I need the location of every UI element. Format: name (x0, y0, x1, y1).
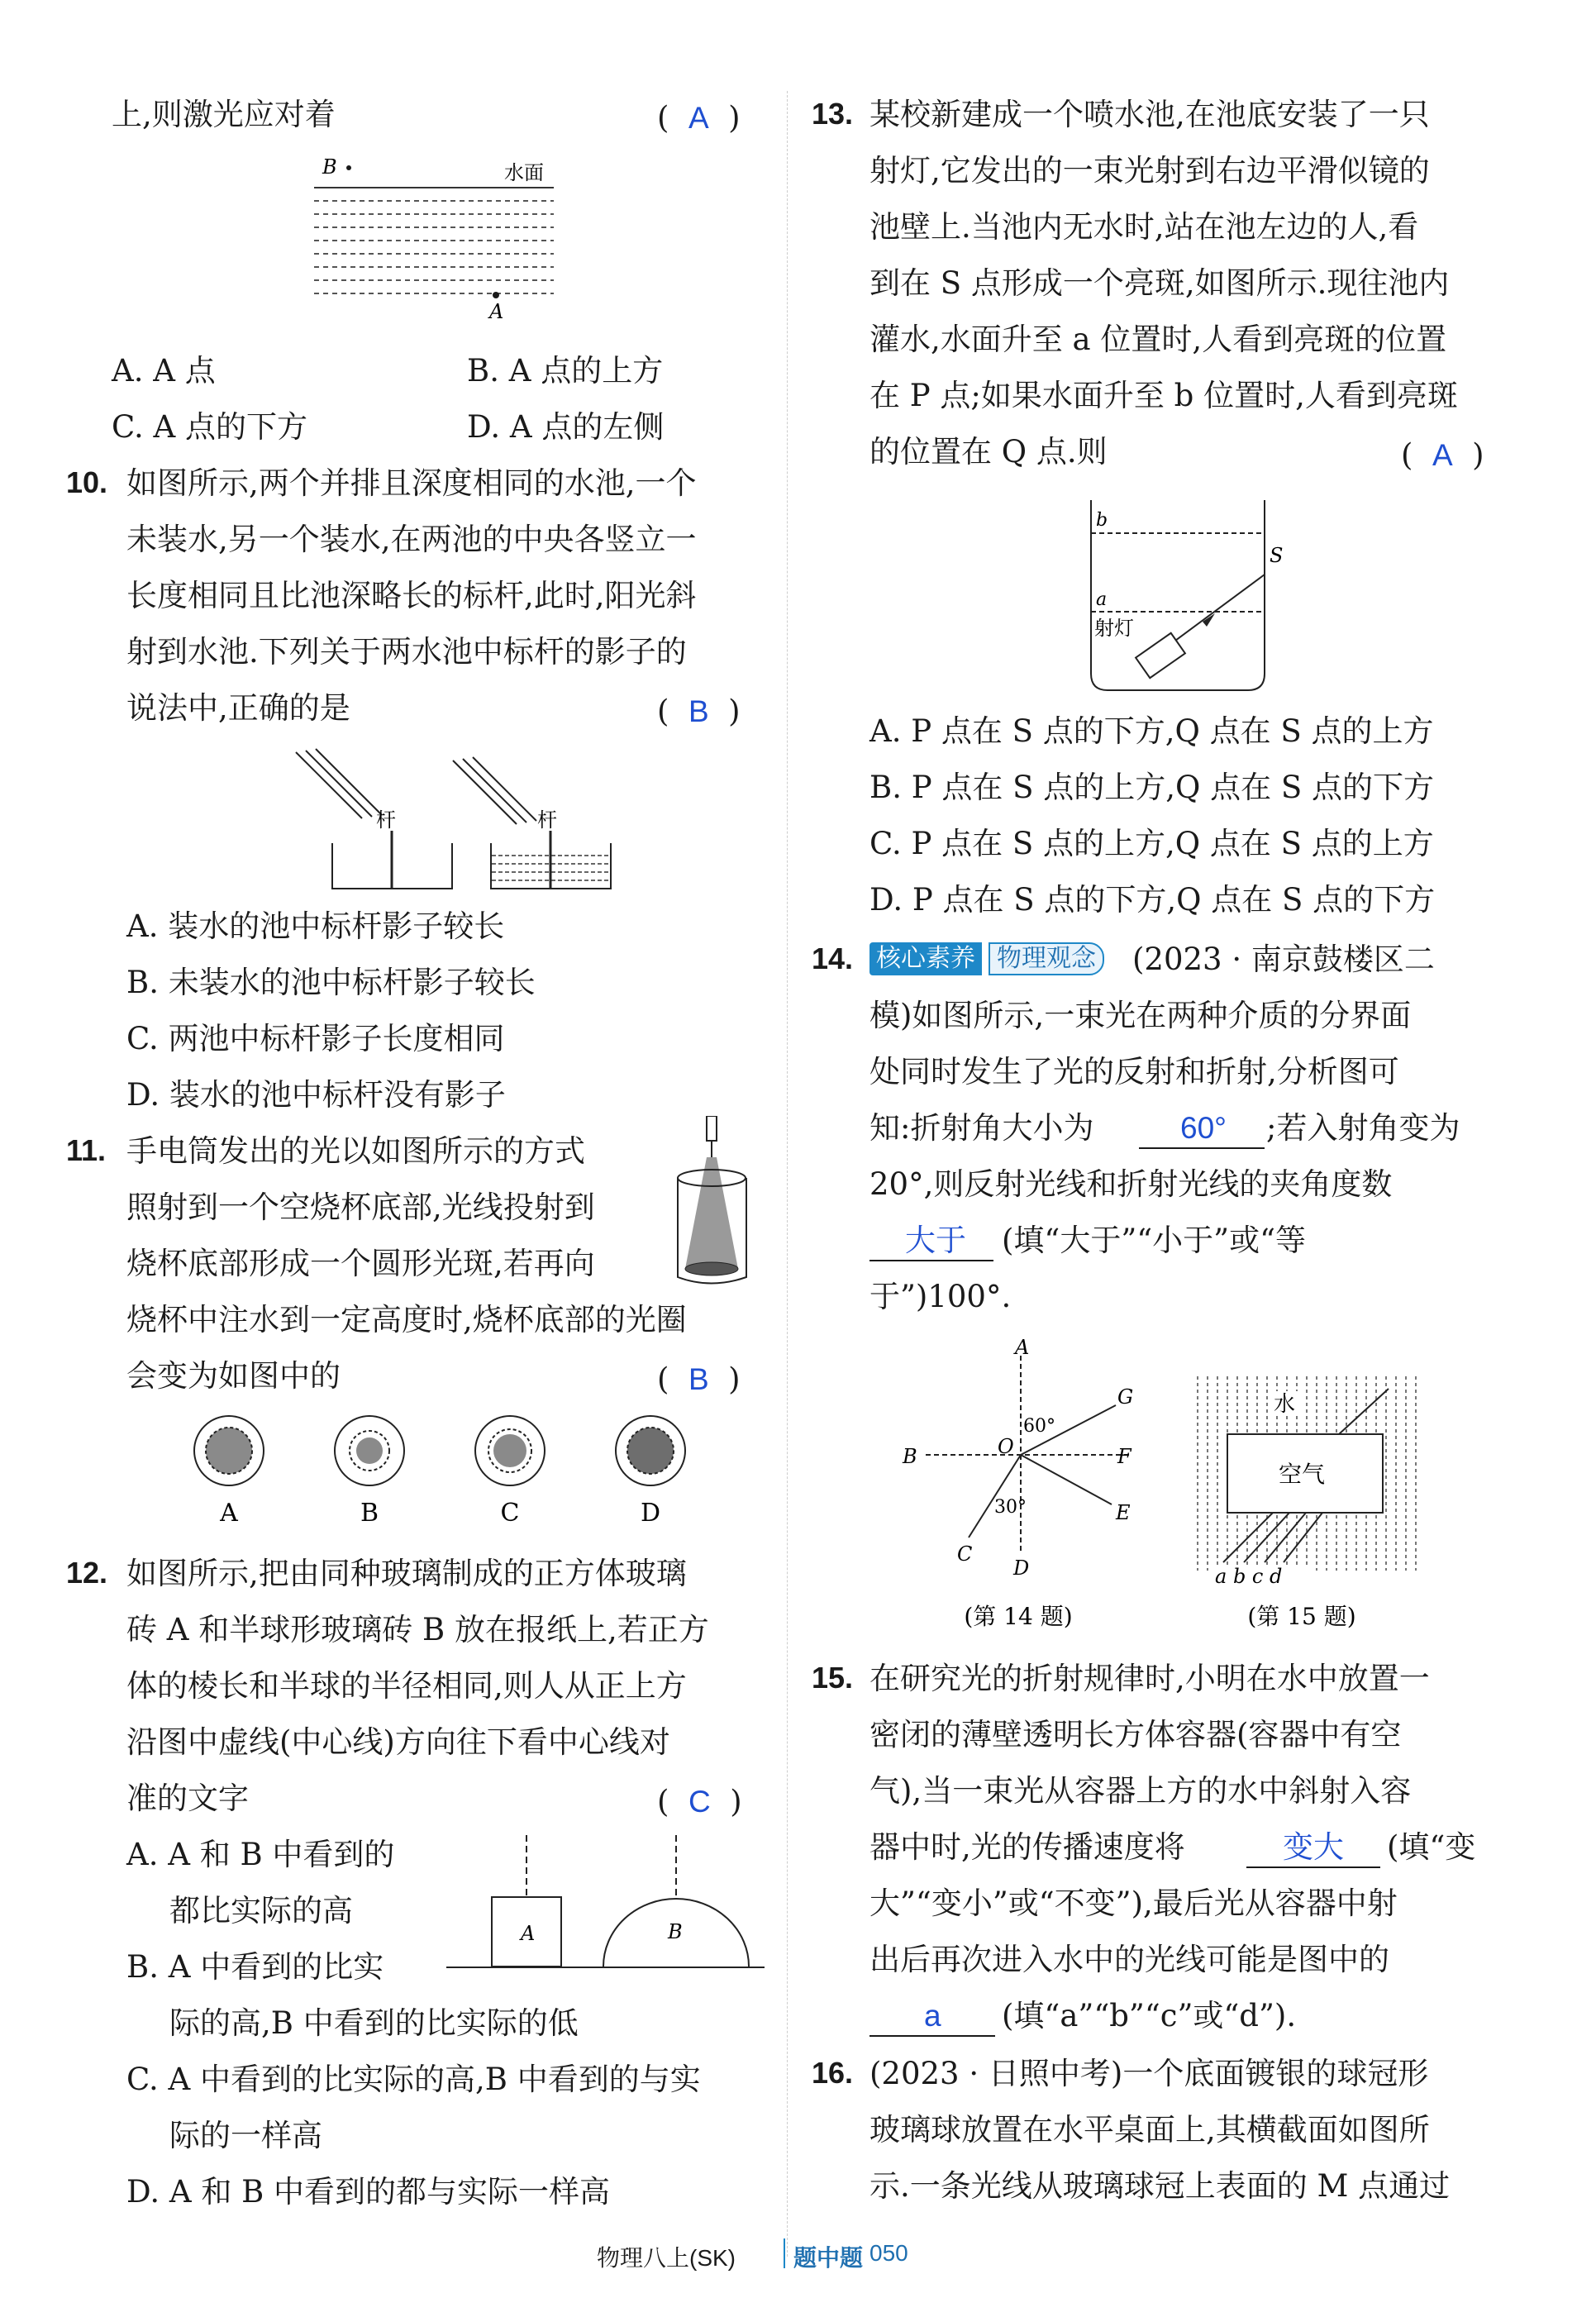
q13-number: 13. (812, 97, 854, 131)
q12-option-d: D. A 和 B 中看到的都与实际一样高 (126, 2174, 611, 2210)
q14-source: (2023 · 南京鼓楼区二 (1132, 942, 1435, 977)
q14-label-g: G (1117, 1385, 1134, 1409)
q14-line-6: 于”)100°. (869, 1279, 1012, 1314)
q11-answer-bracket: ( B ) (657, 1361, 741, 1397)
q11-beaker-figure (674, 1116, 756, 1290)
q14-line-5b: (填“大于”“小于”或“等 (1002, 1223, 1307, 1258)
q11-options-figure (186, 1409, 698, 1542)
page-number: 050 (869, 2240, 908, 2266)
q14-label-b: B (903, 1445, 917, 1468)
column-divider (787, 91, 788, 2257)
q9-option-d: D. A 点的左侧 (467, 409, 665, 445)
q14-line-1: 模)如图所示,一束光在两种介质的分界面 (869, 998, 1412, 1033)
q13-option-c: C. P 点在 S 点的上方,Q 点在 S 点的上方 (869, 826, 1434, 861)
q12-option-a-1: A. A 和 B 中看到的 (126, 1837, 395, 1872)
q15-blank-ray: a (924, 1999, 941, 2033)
q14-label-f: F (1117, 1445, 1131, 1468)
q11-line-1: 手电筒发出的光以如图所示的方式 (126, 1133, 585, 1169)
q14-label-c: C (957, 1542, 973, 1566)
q14-blank-angle: 60° (1180, 1111, 1227, 1145)
q15-caption: (第 15 题) (1247, 1603, 1356, 1630)
q13-figure (1083, 496, 1298, 698)
q14-angle-30: 30° (994, 1497, 1027, 1518)
q14-tag-concept: 物理观念 (989, 942, 1104, 975)
q14-angle-60: 60° (1023, 1416, 1055, 1437)
q13-lamp-label: 射灯 (1094, 617, 1134, 640)
q11-line-3: 烧杯底部形成一个圆形光斑,若再向 (126, 1246, 595, 1281)
q12-option-b-2: 际的高,B 中看到的比实际的低 (169, 2005, 579, 2041)
q15-line-1: 在研究光的折射规律时,小明在水中放置一 (869, 1661, 1430, 1696)
q10-figure (289, 744, 620, 893)
q12-line-2: 砖 A 和半球形玻璃砖 B 放在报纸上,若正方 (126, 1612, 709, 1647)
q15-air-label: 空气 (1279, 1461, 1326, 1488)
q11-line-4: 烧杯中注水到一定高度时,烧杯底部的光圈 (126, 1302, 687, 1337)
q13-label-s: S (1270, 544, 1284, 567)
q12-line-1: 如图所示,把由同种玻璃制成的正方体玻璃 (126, 1556, 687, 1591)
q14-tag-core: 核心素养 (869, 942, 982, 975)
q12-option-c-2: 际的一样高 (169, 2118, 322, 2153)
q12-answer-bracket: ( C ) (657, 1784, 742, 1819)
q10-line-3: 长度相同且比池深略长的标杆,此时,阳光斜 (126, 578, 697, 613)
q16-line-3: 示.一条光线从玻璃球冠上表面的 M 点通过 (869, 2168, 1451, 2204)
q15-water-label: 水 (1274, 1392, 1296, 1417)
q12-line-5: 准的文字 (126, 1781, 249, 1816)
q11-number: 11. (66, 1133, 107, 1167)
q10-line-5: 说法中,正确的是 (126, 690, 350, 726)
q10-pole-label-2: 杆 (537, 808, 557, 832)
q15-line-3: 气),当一束光从容器上方的水中斜射入容 (869, 1773, 1412, 1809)
q14-label-e: E (1116, 1501, 1131, 1524)
q13-label-a: a (1096, 589, 1108, 610)
q13-option-d: D. P 点在 S 点的下方,Q 点在 S 点的下方 (869, 882, 1436, 918)
q12-option-a-2: 都比实际的高 (169, 1893, 353, 1928)
q12-option-c-1: C. A 中看到的比实际的高,B 中看到的与实 (126, 2062, 701, 2097)
q12-figure (446, 1831, 769, 1976)
q12-hemi-label: B (668, 1920, 683, 1943)
q14-number: 14. (812, 942, 854, 975)
q10-option-c: C. 两池中标杆影子长度相同 (126, 1021, 505, 1056)
q9-answer: A (688, 101, 709, 135)
q10-line-1: 如图所示,两个并排且深度相同的水池,一个 (126, 465, 697, 501)
q14-line-3b: ;若入射角变为 (1266, 1110, 1460, 1146)
q12-option-b-1: B. A 中看到的比实 (126, 1949, 384, 1985)
q9-answer-bracket: ( A ) (657, 100, 741, 136)
q13-line-1: 某校新建成一个喷水池,在池底安装了一只 (869, 97, 1430, 132)
q10-option-b: B. 未装水的池中标杆影子较长 (126, 965, 536, 1000)
q14-label-a: A (1015, 1339, 1030, 1359)
q13-option-a: A. P 点在 S 点的下方,Q 点在 S 点的上方 (869, 713, 1434, 749)
q9-option-b: B. A 点的上方 (467, 353, 664, 389)
q9-label-b: B (322, 155, 337, 179)
q11-line-2: 照射到一个空烧杯底部,光线投射到 (126, 1189, 595, 1225)
q15-ray-labels: a b c d (1215, 1565, 1283, 1588)
q16-number: 16. (812, 2056, 854, 2090)
q14-figure (893, 1339, 1157, 1637)
q9-option-a: A. A 点 (112, 353, 216, 389)
q15-line-4a: 器中时,光的传播速度将 (869, 1829, 1185, 1865)
q15-figure (1194, 1376, 1434, 1637)
q10-line-2: 未装水,另一个装水,在两池的中央各竖立一 (126, 522, 697, 557)
q13-answer: A (1432, 438, 1453, 472)
q13-answer-bracket: ( A ) (1401, 437, 1484, 473)
q10-number: 10. (66, 465, 108, 499)
q10-pole-label-1: 杆 (376, 808, 396, 832)
q13-line-4: 到在 S 点形成一个亮斑,如图所示.现往池内 (869, 265, 1450, 301)
q14-blank-compare: 大于 (905, 1223, 966, 1257)
q14-caption: (第 14 题) (964, 1603, 1073, 1630)
q13-option-b: B. P 点在 S 点的上方,Q 点在 S 点的下方 (869, 770, 1434, 805)
q11-circle-label-b: B (360, 1499, 379, 1528)
q14-line-3a: 知:折射角大小为 (869, 1110, 1094, 1146)
q13-line-5: 灌水,水面升至 a 位置时,人看到亮斑的位置 (869, 322, 1447, 357)
q16-line-1: (2023 · 日照中考)一个底面镀银的球冠形 (869, 2056, 1429, 2091)
q10-line-4: 射到水池.下列关于两水池中标杆的影子的 (126, 634, 687, 670)
q14-line-4: 20°,则反射光线和折射光线的夹角度数 (869, 1166, 1393, 1202)
q10-option-a: A. 装水的池中标杆影子较长 (126, 908, 505, 944)
q10-answer: B (688, 694, 709, 728)
q12-line-3: 体的棱长和半球的半径相同,则人从正上方 (126, 1668, 687, 1704)
q12-number: 12. (66, 1556, 108, 1590)
q10-option-d: D. 装水的池中标杆没有影子 (126, 1077, 506, 1113)
q14-line-2: 处同时发生了光的反射和折射,分析图可 (869, 1054, 1399, 1089)
q11-circle-label-a: A (220, 1499, 238, 1528)
q13-label-b: b (1096, 510, 1108, 531)
q15-number: 15. (812, 1661, 854, 1695)
q12-answer: C (688, 1785, 711, 1819)
q11-line-5: 会变为如图中的 (126, 1358, 341, 1394)
q15-line-2: 密闭的薄壁透明长方体容器(容器中有空 (869, 1717, 1402, 1752)
q9-figure (314, 153, 562, 327)
q11-circle-label-d: D (640, 1499, 661, 1528)
q15-blank-speed: 变大 (1283, 1830, 1344, 1864)
q13-line-2: 射灯,它发出的一束光射到右边平滑似镜的 (869, 153, 1430, 188)
q10-answer-bracket: ( B ) (657, 694, 741, 729)
q9-option-c: C. A 点的下方 (112, 409, 307, 445)
q12-line-4: 沿图中虚线(中心线)方向往下看中心线对 (126, 1724, 670, 1760)
footer-book-title: 物理八上(SK) (597, 2245, 736, 2271)
q9-label-a: A (489, 300, 504, 323)
q11-answer: B (688, 1362, 709, 1396)
q16-line-2: 玻璃球放置在水平桌面上,其横截面如图所 (869, 2112, 1430, 2148)
q13-line-6: 在 P 点;如果水面升至 b 位置时,人看到亮斑 (869, 378, 1458, 413)
q9-label-water: 水面 (504, 161, 544, 184)
q15-line-7b: (填“a”“b”“c”或“d”). (1002, 1998, 1297, 2033)
q9-tail: 上,则激光应对着 (112, 97, 336, 132)
q14-label-d: D (1013, 1557, 1030, 1580)
q14-label-o: O (998, 1435, 1014, 1458)
q13-line-3: 池壁上.当池内无水时,站在池左边的人,看 (869, 209, 1419, 245)
q15-line-5: 大”“变小”或“不变”),最后光从容器中射 (869, 1886, 1398, 1921)
footer-divider (784, 2238, 785, 2268)
q15-line-4b: (填“变 (1387, 1829, 1476, 1865)
q11-circle-label-c: C (500, 1499, 520, 1528)
q13-line-7: 的位置在 Q 点.则 (869, 434, 1108, 470)
q12-cube-label: A (521, 1922, 536, 1945)
q15-line-6: 出后再次进入水中的光线可能是图中的 (869, 1942, 1389, 1977)
footer-brand: 题中题 (793, 2245, 864, 2271)
